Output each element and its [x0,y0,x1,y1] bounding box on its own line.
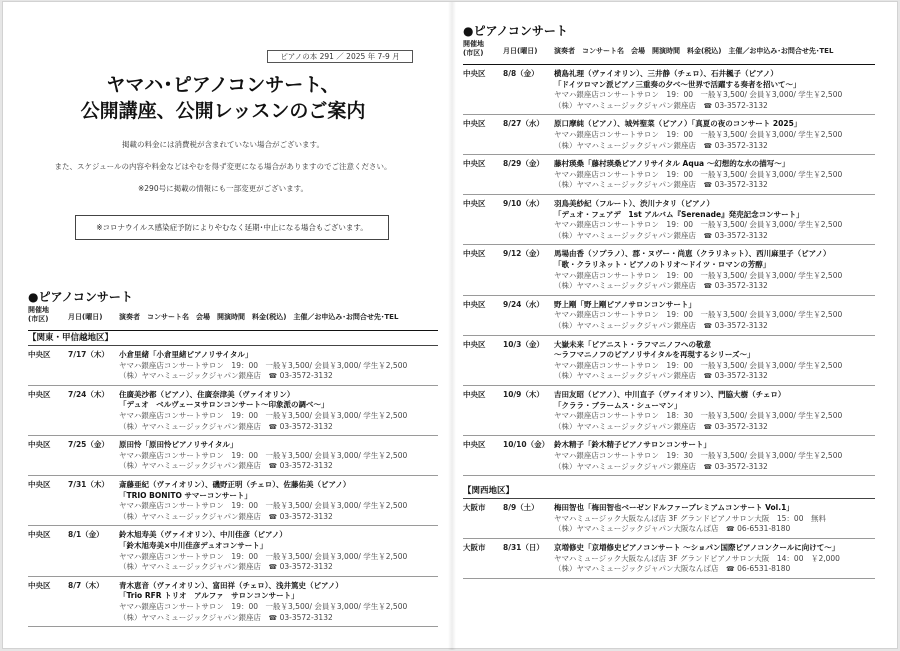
concert-date: 8/8（金） [503,69,539,78]
concert-details [119,350,438,382]
concert-title-line: 野上剛「野上剛ピアノサロンコンサート」 [554,299,696,309]
column-header [28,305,438,331]
concert-organizer-line [119,562,438,573]
concert-area: 中央区 [463,440,486,450]
concert-area: 中央区 [463,159,486,169]
phone-icon: ☎ [703,282,713,291]
concert-area: 中央区 [28,440,51,450]
concert-title-line: 京増修史「京増修史ピアノコンサート ～ショパン国際ピアノコンクールに向けて～」 [554,542,840,552]
organizer-tel: 03-3572-3132 [279,612,333,622]
brochure-spread [2,1,898,649]
concert-venue-time-price: ヤマハミュージック大阪なんば店 3F グランドピアノサロン大阪 14：00 ￥2,000 [554,553,840,563]
organizer-name: （株）ヤマハミュージックジャパン銀座店 [119,612,261,622]
concert-title-line: 吉田友昭（ピアノ）、中川直子（ヴァイオリン）、門脇大樹（チェロ） [554,389,786,399]
header-area-right [463,40,493,58]
organizer-name: （株）ヤマハミュージックジャパン銀座店 [554,100,696,110]
organizer-tel: 03-3572-3132 [279,562,333,572]
concert-details [554,300,875,332]
concert-venue-time-price: ヤマハ銀座店コンサートサロン 19：00 一般￥3,500/ 会員￥3,000/ 学生￥2,500 [554,360,843,370]
concert-area: 中央区 [28,350,51,359]
concert-organizer-line [554,231,875,242]
page-fold [448,2,456,650]
concert-date: 7/31（木） [68,479,109,489]
title-line-1: ヤマハ･ピアノコンサート、 [106,74,340,96]
concert-row [28,577,438,627]
concert-area: 大阪市 [463,503,486,513]
organizer-tel: 06-6531-8180 [737,524,791,534]
concert-date: 7/24（木） [68,389,109,399]
concert-date: 8/29（金） [503,159,544,169]
header-area-line-2: (市区) [28,315,49,323]
concert-title-line: 原田怜「原田怜ピアノリサイタル」 [119,440,238,450]
concert-organizer-line [554,524,875,535]
organizer-tel: 03-3572-3132 [714,230,768,240]
concert-title-line: 原口摩純（ピアノ）、城舛聖菜（ピアノ）「真夏の夜のコンサート 2025」 [554,119,802,129]
concert-details [554,390,875,432]
note-tax: 掲載の料金には消費税が含まれていない場合がございます。 [122,140,324,149]
concert-venue-time-price: ヤマハ銀座店コンサートサロン 19：00 一般￥3,500/ 会員￥3,000/ 学生￥2,500 [119,551,408,561]
concert-title-line: 藤村瑛桑「藤村瑛桑ピアノリサイタル Aqua ～幻想的な水の描写～」 [554,159,790,169]
concert-row [463,195,875,245]
concert-date: 9/12（金） [503,249,544,259]
region-kansai: 【関西地区】 [463,484,875,499]
concert-details [554,69,875,111]
organizer-tel: 03-3572-3132 [714,421,768,431]
note-previous-issue: ※290号に掲載の情報にも一部変更がございます。 [138,184,308,193]
organizer-name: （株）ヤマハミュージックジャパン銀座店 [119,562,261,572]
concert-title-line: 大嶽未来「ピアニスト・ラフマニノフへの敬意 [554,339,711,349]
organizer-name: （株）ヤマハミュージックジャパン銀座店 [554,180,696,190]
organizer-tel: 03-3572-3132 [714,371,768,381]
concert-area: 中央区 [28,530,51,540]
phone-icon: ☎ [268,372,278,381]
concert-date: 8/1（金） [68,530,104,540]
organizer-name: （株）ヤマハミュージックジャパン銀座店 [554,371,696,381]
organizer-tel: 03-3572-3132 [279,371,333,381]
organizer-name: （株）ヤマハミュージックジャパン大阪なんば店 [554,564,719,574]
concert-title-line: 羽鳥美紗紀（フルート）、渋川ナタリ（ピアノ） [554,198,714,208]
concert-row [28,476,438,526]
concert-details [119,480,438,522]
region-kanto: 【関東・甲信越地区】 [28,331,438,346]
notes-block [33,138,413,204]
organizer-name: （株）ヤマハミュージックジャパン銀座店 [554,281,696,291]
right-concert-section [463,24,875,579]
concert-organizer-line [554,141,875,152]
organizer-name: （株）ヤマハミュージックジャパン銀座店 [554,461,696,471]
concert-row [463,499,875,539]
concert-title-line: 「Trio RFR トリオ アルファ サロンコンサート」 [119,591,299,601]
organizer-tel: 03-3572-3132 [279,511,333,521]
concert-details [119,581,438,623]
concert-area: 中央区 [463,69,486,78]
concert-area: 中央区 [463,119,486,129]
concert-title-line: 「鈴木旭寿美×中川佳彦デュオコンサート」 [119,540,268,550]
organizer-tel: 03-3572-3132 [714,140,768,150]
concert-area: 中央区 [28,479,51,489]
organizer-tel: 03-3572-3132 [714,281,768,291]
concert-venue-time-price: ヤマハ銀座店コンサートサロン 19：00 一般￥3,500/ 会員￥3,000/ 学生￥2,500 [554,310,843,320]
concert-list [28,346,438,627]
phone-icon: ☎ [703,462,713,471]
concert-details [554,249,875,291]
header-details: 演奏者 コンサート名 会場 開演時間 料金(税込) 主催／お申込み･お問合せ先･TEL [119,313,399,321]
concert-date: 10/3（金） [503,339,544,349]
header-area-line-1: 開催地 [28,306,49,314]
corona-notice: ※コロナウイルス感染症予防によりやむなく延期･中止になる場合もございます。 [75,215,389,240]
title-line-2: 公開講座、公開レッスンのご案内 [80,100,366,122]
concert-date: 7/17（木） [68,350,109,359]
header-area-right-line-1: 開催地 [463,40,484,48]
concert-venue-time-price: ヤマハ銀座店コンサートサロン 19：00 一般￥3,500/ 会員￥3,000/ 学生￥2,500 [554,129,843,139]
header-area [28,306,58,324]
concert-row [463,65,875,115]
concert-date: 10/10（金） [503,440,550,450]
concert-organizer-line [554,321,875,332]
concert-venue-time-price: ヤマハ銀座店コンサートサロン 19：30 一般￥3,500/ 会員￥3,000/ 学生￥2,500 [554,450,843,460]
concert-title-line: 鈴木精子「鈴木精子ピアノサロンコンサート」 [554,440,711,450]
concert-details [554,159,875,191]
concert-title-line: 馬場由香（ソプラノ）、郡・ヌヴー・尚恵（クラリネット）、西川麻里子（ピアノ） [554,249,831,259]
concert-area: 中央区 [463,198,486,208]
organizer-name: （株）ヤマハミュージックジャパン銀座店 [554,421,696,431]
phone-icon: ☎ [703,181,713,190]
concert-date: 10/9（木） [503,389,544,399]
concert-details [554,199,875,241]
header-area-right-line-2: (市区) [463,49,484,57]
concert-area: 中央区 [28,580,51,590]
concert-details [119,530,438,572]
concert-title-line: 小倉里緒「小倉里緒ピアノリサイタル」 [119,350,253,359]
organizer-name: （株）ヤマハミュージックジャパン銀座店 [119,421,261,431]
concert-area: 中央区 [463,389,486,399]
organizer-name: （株）ヤマハミュージックジャパン銀座店 [119,461,261,471]
organizer-name: （株）ヤマハミュージックジャパン銀座店 [119,371,261,381]
concert-title-line: 鈴木旭寿美（ヴァイオリン）、中川佳彦（ピアノ） [119,530,287,540]
section-title-right: ●ピアノコンサート [463,24,568,38]
header-date: 月日(曜日) [68,313,103,321]
concert-date: 9/10（水） [503,198,544,208]
phone-icon: ☎ [703,372,713,381]
page-title [33,72,413,124]
section-title: ●ピアノコンサート [28,290,133,304]
concert-date: 8/27（水） [503,119,544,129]
concert-title-line: 梅田智也「梅田智也ベーゼンドルファープレミアムコンサート Vol.1」 [554,503,794,513]
concert-title-line: 「ドイツロマン派ピアノ三重奏の夕べ～世界で活躍する奏者を招いて～」 [554,79,801,89]
concert-organizer-line [554,462,875,473]
concert-area: 中央区 [463,299,486,309]
concert-title-line: ～ラフマニノフのピアノリサイタルを再現するシリーズ～」 [554,350,755,360]
concert-organizer-line [554,281,875,292]
concert-venue-time-price: ヤマハ銀座店コンサートサロン 18：30 一般￥3,500/ 会員￥3,000/ 学生￥2,500 [554,411,843,421]
concert-organizer-line [554,422,875,433]
concert-details [554,340,875,382]
left-concert-section [28,290,438,627]
organizer-name: （株）ヤマハミュージックジャパン銀座店 [119,511,261,521]
concert-venue-time-price: ヤマハ銀座店コンサートサロン 19：00 一般￥3,500/ 会員￥3,000/ 学生￥2,500 [119,450,408,460]
issue-label: ピアノの本 291 ／ 2025 年 7-9 月 [267,50,413,63]
concert-area: 中央区 [28,389,51,399]
phone-icon: ☎ [703,141,713,150]
concert-organizer-line [119,422,438,433]
concert-details [119,390,438,432]
header-date-right: 月日(曜日) [503,47,538,55]
concert-row [463,336,875,386]
concert-title-line: 青木恵音（ヴァイオリン）、富田祥（チェロ）、浅井篤史（ピアノ） [119,580,343,590]
concert-title-line: 「デュオ・フェアデ 1st アルバム『Serenade』発売記念コンサート」 [554,209,804,219]
concert-title-line: 横島礼理（ヴァイオリン）、三井静（チェロ）、石井楓子（ピアノ） [554,69,778,78]
phone-icon: ☎ [268,512,278,521]
concert-organizer-line [554,371,875,382]
concert-date: 8/7（木） [68,580,104,590]
concert-area: 中央区 [463,249,486,259]
concert-area: 大阪市 [463,542,486,552]
organizer-tel: 03-3572-3132 [279,461,333,471]
concert-row [28,526,438,576]
concert-title-line: 「歌・クラリネット・ピアノのトリオ～ドイツ・ロマンの芳醇」 [554,259,771,269]
organizer-tel: 03-3572-3132 [714,461,768,471]
concert-venue-time-price: ヤマハ銀座店コンサートサロン 19：00 一般￥3,500/ 会員￥3,000/ 学生￥2,500 [119,360,408,370]
concert-details [554,503,875,535]
concert-organizer-line [554,101,875,112]
phone-icon: ☎ [725,565,735,574]
concert-venue-time-price: ヤマハ銀座店コンサートサロン 19：00 一般￥3,500/ 会員￥3,000/ 学生￥2,500 [119,501,408,511]
concert-venue-time-price: ヤマハ銀座店コンサートサロン 19：00 一般￥3,500/ 会員￥3,000/ 学生￥2,500 [554,169,843,179]
concert-row [463,115,875,155]
organizer-tel: 03-3572-3132 [714,100,768,110]
concert-area: 中央区 [463,339,486,349]
concert-row [463,296,875,336]
concert-title-line: 斎藤亜紀（ヴァイオリン）、磯野正明（チェロ）、佐藤佑美（ピアノ） [119,479,351,489]
concert-row [463,245,875,295]
concert-details [554,440,875,472]
concert-title-line: 「デュオ ベルヴェーヌサロンコンサート～印象派の調べ～」 [119,400,329,410]
concert-organizer-line [119,461,438,472]
organizer-tel: 03-3572-3132 [279,421,333,431]
organizer-name: （株）ヤマハミュージックジャパン銀座店 [554,140,696,150]
concert-organizer-line [119,512,438,523]
organizer-name: （株）ヤマハミュージックジャパン銀座店 [554,230,696,240]
concert-venue-time-price: ヤマハ銀座店コンサートサロン 19：00 一般￥3,500/ 会員￥3,000/ 学生￥2,500 [119,410,408,420]
organizer-tel: 03-3572-3132 [714,320,768,330]
concert-title-line: 「クララ・ブラームス・シューマン」 [554,400,682,410]
concert-venue-time-price: ヤマハ銀座店コンサートサロン 19：00 一般￥3,500/ 会員￥3,000/ 学生￥2,500 [119,601,408,611]
phone-icon: ☎ [725,525,735,534]
phone-icon: ☎ [703,231,713,240]
concert-row [463,386,875,436]
concert-details [554,119,875,151]
concert-row [463,539,875,579]
concert-venue-time-price: ヤマハ銀座店コンサートサロン 19：00 一般￥3,500/ 会員￥3,000/ 学生￥2,500 [554,90,843,100]
phone-icon: ☎ [703,422,713,431]
phone-icon: ☎ [703,321,713,330]
phone-icon: ☎ [268,563,278,572]
organizer-name: （株）ヤマハミュージックジャパン銀座店 [554,320,696,330]
concert-venue-time-price: ヤマハ銀座店コンサートサロン 19：00 一般￥3,500/ 会員￥3,000/ 学生￥2,500 [554,270,843,280]
phone-icon: ☎ [268,613,278,622]
concert-organizer-line [554,180,875,191]
concert-row [463,436,875,476]
concert-venue-time-price: ヤマハ銀座店コンサートサロン 19：00 一般￥3,500/ 会員￥3,000/ 学生￥2,500 [554,220,843,230]
phone-icon: ☎ [703,101,713,110]
header-details-right: 演奏者 コンサート名 会場 開演時間 料金(税込) 主催／お申込み･お問合せ先･TEL [554,47,834,55]
concert-venue-time-price: ヤマハミュージック大阪なんば店 3F グランドピアノサロン大阪 15：00 無料 [554,513,826,523]
concert-organizer-line [119,371,438,382]
concert-details [554,543,875,575]
concert-organizer-line [119,613,438,624]
concert-list-kansai [463,499,875,579]
concert-title-line: 住廣美沙都（ピアノ）、住廣奈津美（ヴァイオリン） [119,389,295,399]
organizer-tel: 06-6531-8180 [737,564,791,574]
concert-title-line: 「TRIO BONITO サマーコンサート」 [119,490,252,500]
concert-list-right [463,65,875,476]
phone-icon: ☎ [268,422,278,431]
concert-row [28,386,438,436]
phone-icon: ☎ [268,462,278,471]
concert-date: 9/24（水） [503,299,544,309]
concert-row [28,436,438,476]
organizer-name: （株）ヤマハミュージックジャパン大阪なんば店 [554,524,719,534]
concert-organizer-line [554,564,875,575]
concert-details [119,440,438,472]
concert-date: 8/31（日） [503,542,544,552]
concert-row [28,346,438,386]
concert-date: 8/9（土） [503,503,539,513]
organizer-tel: 03-3572-3132 [714,180,768,190]
concert-date: 7/25（金） [68,440,109,450]
concert-row [463,155,875,195]
column-header-right [463,39,875,65]
note-change: また、スケジュールの内容や料金などはやむを得ず変更になる場合がありますのでご注意ください。 [54,162,392,171]
